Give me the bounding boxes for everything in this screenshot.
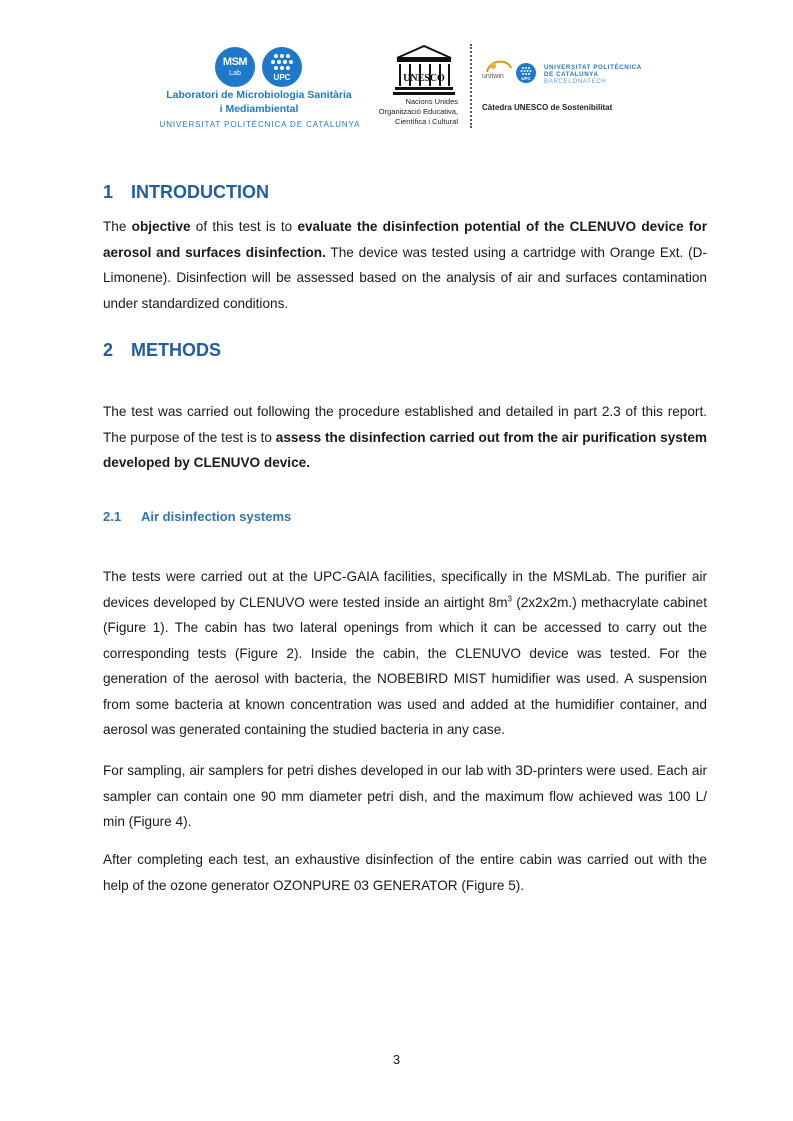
catedra-unesco-label: Càtedra UNESCO de Sostenibilitat (482, 103, 613, 112)
unitwin-logo (481, 56, 521, 86)
upc-logo (262, 47, 302, 87)
methods-paragraph (103, 399, 707, 476)
text-run: The (103, 219, 132, 234)
unesco-line3: Científica i Cultural (395, 117, 458, 126)
svg-text:UPC: UPC (521, 76, 531, 81)
subsection-number: 2.1 (103, 509, 122, 524)
section-number: 2 (103, 340, 114, 360)
subsection-title: Air disinfection systems (141, 509, 292, 524)
unitwin-label: unitwin (482, 73, 504, 80)
text-run: The tests were carried out at the UPC-GAIA facilities, specifically in the MSMLab. The purifier air devices developed by CLENUVO were tested inside an airtight 8m (103, 569, 707, 610)
section-heading-methods (103, 340, 221, 361)
bold-run: assess the disinfection carried out from the air purification system developed by CLENUVO device. (103, 429, 707, 470)
section-title: METHODS (131, 340, 221, 360)
upc-small-dots-icon (516, 63, 536, 83)
subsection-heading-air-disinfection (103, 509, 291, 524)
section-heading-introduction (103, 182, 269, 203)
upc-small-logo (516, 63, 536, 83)
upc-barcelonatech-text (544, 64, 642, 85)
upc-right-line3: BARCELONATECH (544, 78, 607, 85)
air-disinfection-paragraph-1 (103, 564, 707, 743)
introduction-paragraph (103, 214, 707, 316)
bold-run: evaluate the disinfection potential of the CLENUVO device for aerosol and surfaces disinfection. (103, 219, 708, 260)
svg-text:UPC: UPC (273, 73, 291, 82)
unesco-caption (362, 97, 458, 127)
section-title: INTRODUCTION (131, 182, 269, 202)
text-run: The device was tested using a cartridge with Orange Ext. (D-Limonene). Disinfection will be assessed based on the analysis of air and surfaces contamination under standardized conditions. (103, 244, 707, 311)
unesco-line1: Nacions Unides (405, 97, 458, 106)
text-run: The test was carried out following the procedure established and detailed in part 2.3 of this report. The purpose of the test is to (103, 404, 707, 445)
university-name: UNIVERSITAT POLITÈCNICA DE CATALUNYA (159, 120, 361, 129)
unesco-temple-logo (393, 44, 455, 96)
superscript: 3 (507, 593, 512, 603)
upc-right-line2: DE CATALUNYA (544, 71, 599, 78)
unesco-wordmark: UNESCO (403, 73, 445, 84)
page-number: 3 (392, 1052, 401, 1067)
msm-logo-text: MSM (222, 56, 248, 68)
lab-name (153, 88, 365, 116)
section-number: 1 (103, 182, 114, 202)
msm-logo-subtext: Lab (229, 70, 241, 77)
text-run: (2x2x2m.) methacrylate cabinet (Figure 1). The cabin has two lateral openings from which it can be accessed to carry out the corresponding tests (Figure 2). Inside the cabin, the CLENUVO device was tested. For the generation of the aerosol with bacteria, the NOBEBIRD MIST humidifier was used. A suspension from some bacteria at known concentration was used and added at the humidifier container, and aerosol was generated containing the studied bacteria in any case. (103, 594, 707, 737)
lab-name-line1: Laboratori de Microbiologia Sanitària (166, 89, 352, 101)
air-disinfection-paragraph-3: After completing each test, an exhaustive disinfection of the entire cabin was carried out with the help of the ozone generator OZONPURE 03 GENERATOR (Figure 5). (103, 852, 707, 893)
upc-right-line1: UNIVERSITAT POLITÈCNICA (544, 64, 642, 71)
document-header (0, 0, 793, 140)
header-divider (470, 44, 472, 128)
text-run: of this test is to (190, 219, 298, 234)
unesco-line2: Organització Educativa, (378, 107, 458, 116)
air-disinfection-paragraph-2: For sampling, air samplers for petri dishes developed in our lab with 3D-printers were used. Each air sampler can contain one 90 mm diameter petri dish, and the maximum flow achieved was 100 L/ min (Figure 4). (103, 763, 707, 829)
upc-dots-icon (262, 47, 302, 87)
msm-lab-logo (215, 47, 255, 87)
bold-run: objective (131, 219, 191, 234)
lab-name-line2: i Mediambiental (219, 103, 299, 115)
